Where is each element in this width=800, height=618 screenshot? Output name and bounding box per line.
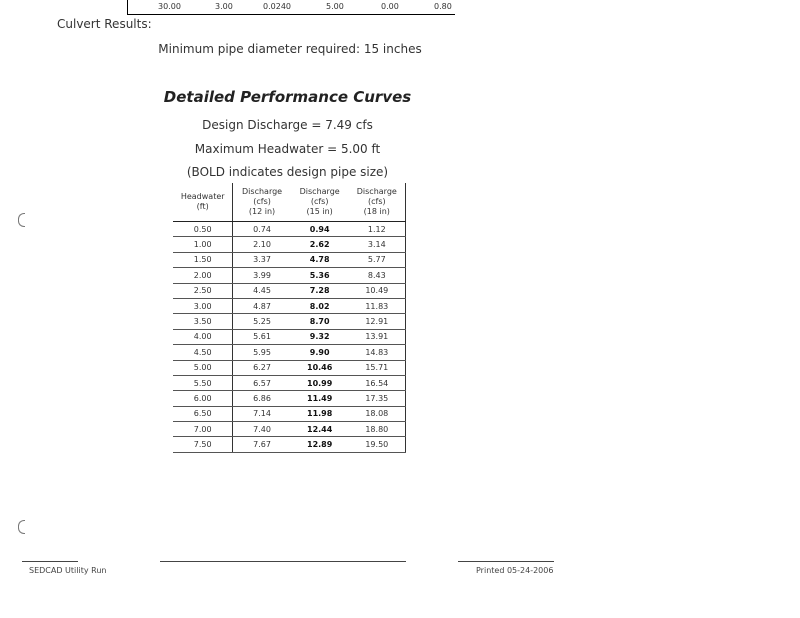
top-cell: 0.00 [381, 2, 399, 11]
header-discharge-15in: Discharge (cfs) (15 in) [291, 183, 349, 222]
table-row: 1.50 3.37 4.78 5.77 [173, 252, 406, 267]
top-cell: 0.80 [434, 2, 452, 11]
top-cell: 3.00 [215, 2, 233, 11]
table-row: 6.50 7.14 11.98 18.08 [173, 406, 406, 421]
bold-note: (BOLD indicates design pipe size) [186, 165, 389, 179]
table-row: 4.50 5.95 9.90 14.83 [173, 345, 406, 360]
binder-hole-mark [18, 213, 25, 227]
table-row: 4.00 5.61 9.32 13.91 [173, 329, 406, 344]
footer-rule [458, 561, 554, 562]
table-header-row [173, 183, 406, 222]
footer-rule [22, 561, 78, 562]
table-row: 0.50 0.74 0.94 1.12 [173, 222, 406, 237]
binder-hole-mark [18, 520, 25, 534]
footer-printed-date: Printed 05-24-2006 [476, 566, 554, 575]
performance-table [173, 183, 406, 453]
minimum-pipe-diameter: Minimum pipe diameter required: 15 inches [158, 42, 422, 56]
top-cell: 0.0240 [263, 2, 291, 11]
table-row: 1.00 2.10 2.62 3.14 [173, 237, 406, 252]
table-row: 7.50 7.67 12.89 19.50 [173, 437, 406, 452]
header-discharge-12in: Discharge (cfs) (12 in) [233, 183, 291, 222]
table-row: 5.50 6.57 10.99 16.54 [173, 375, 406, 390]
maximum-headwater: Maximum Headwater = 5.00 ft [194, 142, 381, 156]
top-cell: 30.00 [158, 2, 181, 11]
table-row: 3.50 5.25 8.70 12.91 [173, 314, 406, 329]
top-results-table-fragment [127, 0, 455, 15]
table-row: 2.00 3.99 5.36 8.43 [173, 268, 406, 283]
culvert-results-label: Culvert Results: [57, 17, 152, 31]
top-cell: 5.00 [326, 2, 344, 11]
table-row: 6.00 6.86 11.49 17.35 [173, 391, 406, 406]
header-headwater: Headwater (ft) [173, 183, 233, 222]
table-row: 3.00 4.87 8.02 11.83 [173, 298, 406, 313]
table-row: 5.00 6.27 10.46 15.71 [173, 360, 406, 375]
footer-rule [160, 561, 406, 562]
footer-left: SEDCAD Utility Run [29, 566, 107, 575]
section-title: Detailed Performance Curves [163, 88, 412, 106]
table-row: 7.00 7.40 12.44 18.80 [173, 422, 406, 437]
table-row: 2.50 4.45 7.28 10.49 [173, 283, 406, 298]
design-discharge: Design Discharge = 7.49 cfs [202, 118, 373, 132]
header-discharge-18in: Discharge (cfs) (18 in) [349, 183, 406, 222]
